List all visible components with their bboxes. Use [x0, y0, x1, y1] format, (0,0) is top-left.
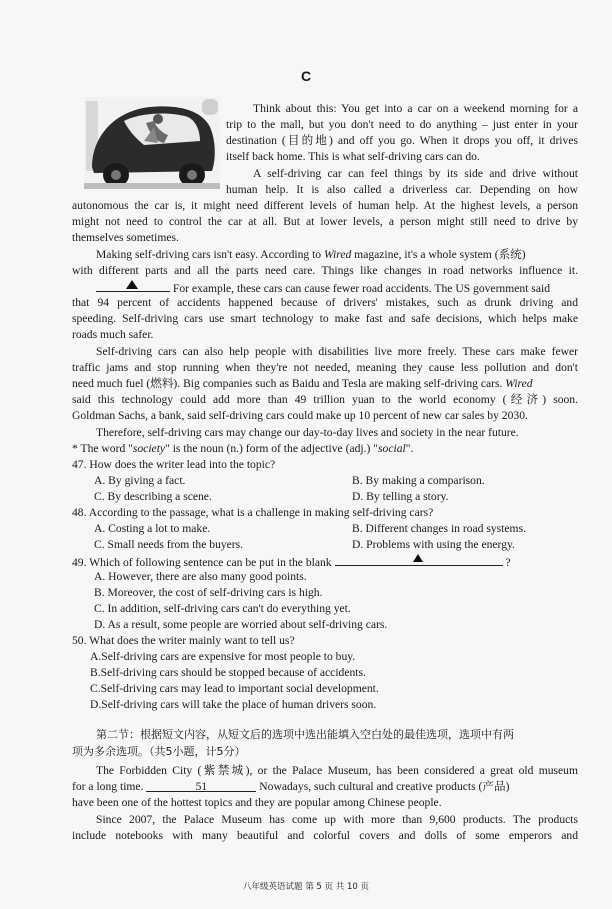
passage-line: that 94 percent of accidents happened because of drivers' mistakes, such as drunk driving and	[72, 296, 578, 309]
option-49-d[interactable]: D. As a result, some people are worried about self-driving cars.	[94, 618, 388, 631]
option-47-c[interactable]: C. By describing a scene.	[94, 490, 212, 503]
passage-line: speeding. Self-driving cars use smart technology to make fast and safe decisions, which helps make	[72, 312, 578, 325]
passage-line: need much fuel (燃料). Big companies such as Baidu and Tesla are making self-driving cars. Wired	[72, 377, 533, 390]
answer-blank-49-ref	[335, 553, 503, 566]
option-47-a[interactable]: A. By giving a fact.	[94, 474, 186, 487]
option-48-c[interactable]: C. Small needs from the buyers.	[94, 538, 244, 551]
passage-line: autonomous the car is, it might need different levels of human help. At the highest levels, a person	[72, 199, 578, 212]
question-50-stem: 50. What does the writer mainly want to tell us?	[72, 634, 295, 647]
passage-line: said this technology could add more than 49 trillion yuan to the world economy (经济) soon.	[72, 393, 578, 406]
passage-line: roads much safer.	[72, 328, 154, 341]
passage-line: Since 2007, the Palace Museum has come up with more than 9,600 products. The products	[96, 813, 578, 826]
passage-line: Making self-driving cars isn't easy. According to Wired magazine, it's a whole system (系统)	[96, 248, 526, 261]
passage-line: trip to the mall, but you don't need to do anything – just enter in your	[226, 118, 578, 131]
passage-line: Self-driving cars can also help people with disabilities live more freely. These cars make fewer	[96, 345, 578, 358]
option-48-a[interactable]: A. Costing a lot to make.	[94, 522, 211, 535]
option-49-c[interactable]: C. In addition, self-driving cars can't do everything yet.	[94, 602, 351, 615]
vocab-note: * The word "society" is the noun (n.) form of the adjective (adj.) "social".	[72, 442, 414, 455]
passage-line-with-blank: for a long time. 51 Nowadays, such cultural and creative products (产品)	[72, 780, 510, 793]
page-footer: 八年级英语试题 第 5 页 共 10 页	[243, 882, 369, 892]
option-49-b[interactable]: B. Moreover, the cost of self-driving cars is high.	[94, 586, 323, 599]
passage-line: have been one of the hottest topics and they are popular among Chinese people.	[72, 796, 442, 809]
part2-heading-line2: 项为多余选项。（共5小题，计5分）	[72, 745, 246, 758]
option-47-d[interactable]: D. By telling a story.	[352, 490, 449, 503]
triangle-marker-icon	[126, 280, 138, 289]
option-50-b[interactable]: B.Self-driving cars should be stopped because of accidents.	[90, 666, 366, 679]
option-50-a[interactable]: A.Self-driving cars are expensive for most people to buy.	[90, 650, 356, 663]
option-47-b[interactable]: B. By making a comparison.	[352, 474, 485, 487]
option-50-d[interactable]: D.Self-driving cars will take the place of human drivers soon.	[90, 698, 377, 711]
passage-line: traffic jams and stop running when they're not needed, meaning they cause less pollution and don't	[72, 361, 578, 374]
passage-line: Therefore, self-driving cars may change our day-to-day lives and society in the near future.	[96, 426, 519, 439]
passage-line: Think about this: You get into a car on a weekend morning for a	[253, 102, 578, 115]
question-49-stem: 49. Which of following sentence can be put in the blank ?	[72, 553, 511, 571]
passage-line: itself back home. This is what self-driving cars can do.	[226, 150, 480, 163]
part2-heading-line1: 第二节：根据短文内容，从短文后的选项中选出能填入空白处的最佳选项，选项中有两	[96, 728, 514, 741]
section-title: C	[300, 68, 312, 84]
option-49-a[interactable]: A. However, there are also many good points.	[94, 570, 307, 583]
passage-line: might not need to control the car at all. But at lower levels, a person might still need to drive by	[72, 215, 578, 228]
passage-line: destination (目的地) and off you go. When it drops you off, it drives	[226, 134, 578, 147]
passage-line: include notebooks with many beautiful and colorful covers and dolls of some emperors and	[72, 829, 578, 842]
passage-line: A self-driving car can feel things by its side and drive without	[253, 167, 578, 180]
option-48-d[interactable]: D. Problems with using the energy.	[352, 538, 515, 551]
passage-line: themselves sometimes.	[72, 231, 179, 244]
question-47-stem: 47. How does the writer lead into the topic?	[72, 458, 276, 471]
magazine-name: Wired	[324, 248, 352, 261]
passage-line: human help. It is also called a driverless car. Depending on how	[226, 183, 578, 196]
self-driving-car-illustration-icon	[84, 97, 220, 189]
answer-blank-49	[96, 279, 170, 292]
question-48-stem: 48. According to the passage, what is a challenge in making self-driving cars?	[72, 506, 434, 519]
passage-line-with-blank: For example, these cars can cause fewer road accidents. The US government said	[96, 279, 550, 297]
triangle-marker-icon	[413, 554, 423, 562]
option-50-c[interactable]: C.Self-driving cars may lead to important social development.	[90, 682, 379, 695]
passage-line: with different parts and all the parts need care. Things like changes in road networks influence it.	[72, 264, 578, 277]
passage-line: The Forbidden City (紫禁城), or the Palace Museum, has been considered a great old museum	[96, 764, 578, 777]
magazine-name: Wired	[505, 377, 533, 390]
answer-blank-51[interactable]: 51	[146, 779, 256, 792]
passage-line: Goldman Sachs, a bank, said self-driving cars could make up 10 percent of new car sales by 2030.	[72, 409, 528, 422]
option-48-b[interactable]: B. Different changes in road systems.	[352, 522, 526, 535]
